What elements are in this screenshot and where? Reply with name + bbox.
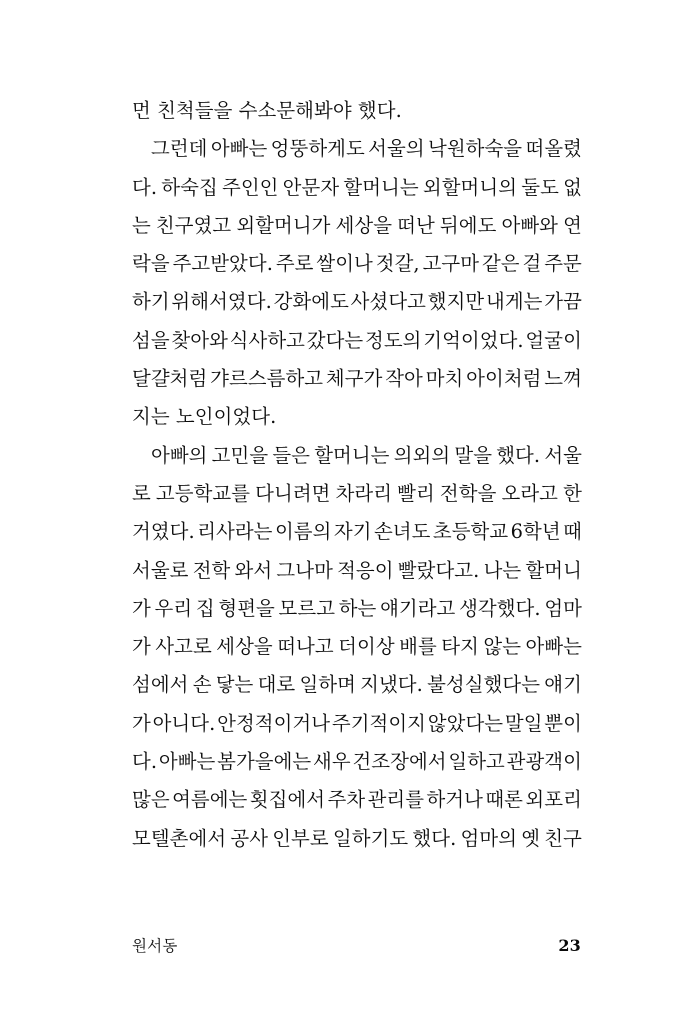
text-word: 작아: [385, 367, 423, 391]
text-word: 나는: [483, 558, 522, 582]
text-line: [132, 781, 582, 819]
text-word: 한: [563, 481, 582, 505]
text-word: 다니려면: [255, 481, 331, 505]
text-word: 는: [132, 213, 151, 237]
text-word: 외할머니의: [422, 175, 518, 199]
text-word: 하는: [338, 596, 377, 620]
text-word: 아빠와: [501, 213, 558, 237]
text-word: 건조장에서: [352, 750, 447, 774]
text-word: 거였다.: [132, 520, 195, 544]
text-word: 얘기라고: [380, 596, 456, 620]
text-word: 마치: [425, 367, 464, 391]
text-word: 외할머니가: [236, 213, 331, 237]
text-word: 락을: [132, 252, 170, 276]
text-line: 지는 노인이었다.: [132, 405, 277, 429]
text-word: 얼굴이: [525, 328, 582, 352]
text-word: 이름의: [274, 520, 332, 544]
text-word: 기억이었다.: [423, 328, 524, 352]
text-word: 둘도: [521, 175, 559, 199]
body-text-block: [132, 92, 582, 858]
text-word: 우리: [154, 596, 193, 620]
text-word: 지냈다.: [360, 673, 423, 697]
text-word: 하숙집: [161, 175, 218, 199]
text-line: [132, 666, 582, 704]
text-word: 의외의: [393, 443, 451, 467]
text-word: 않는: [483, 635, 522, 659]
text-word: 일하며: [299, 673, 356, 697]
text-word: 할머니는: [343, 175, 419, 199]
text-word: 말을: [454, 443, 493, 467]
text-line: [132, 820, 582, 858]
text-word: 아빠는: [525, 635, 582, 659]
text-word: 서울의: [368, 137, 425, 161]
text-line: [132, 130, 582, 168]
text-line: [132, 475, 582, 513]
text-line: [132, 169, 582, 207]
text-word: 연: [563, 213, 582, 237]
text-word: 서울: [544, 443, 582, 467]
text-word: 오라고: [501, 481, 558, 505]
text-word: 때론: [485, 788, 524, 812]
text-word: 고민을: [211, 443, 269, 467]
text-word: 않았다는: [427, 711, 504, 735]
text-word: 주문: [544, 252, 582, 276]
text-line: [132, 322, 582, 360]
text-word: 관광객이: [506, 750, 582, 774]
text-word: 그런데: [151, 137, 208, 161]
text-word: 일하기도: [332, 826, 409, 850]
text-word: 때: [563, 520, 582, 544]
text-word: 갔다는: [306, 328, 364, 352]
text-word: 젓갈,: [375, 252, 420, 276]
text-word: 모텔촌에서: [132, 826, 227, 850]
text-word: 찾아와: [171, 328, 228, 352]
text-word: 같은: [481, 252, 520, 276]
text-word: 세상을: [335, 213, 393, 237]
text-word: 아니다.: [152, 711, 216, 735]
text-word: 할머니: [525, 558, 582, 582]
text-word: 불성실했다는: [427, 673, 541, 697]
text-word: 고구마: [422, 252, 480, 276]
text-word: 할머니는: [314, 443, 390, 467]
page-footer: [132, 933, 581, 959]
text-word: 가: [132, 635, 151, 659]
text-word: 했다.: [412, 826, 457, 850]
text-word: 새우: [313, 750, 351, 774]
text-word: 체구가: [325, 367, 383, 391]
text-word: 주인인: [221, 175, 279, 199]
text-line: [132, 207, 582, 245]
text-word: 섬을: [132, 328, 170, 352]
text-word: 집: [195, 596, 215, 620]
text-word: 식사하고: [229, 328, 305, 352]
text-word: 정도의: [365, 328, 422, 352]
text-word: 아빠는: [210, 137, 268, 161]
text-word: 모르고: [278, 596, 336, 620]
text-line: [132, 245, 582, 283]
text-line: 먼 친척들을 수소문해봐야 했다.: [132, 99, 402, 122]
text-word: 서울로: [132, 558, 189, 582]
text-word: 적응이: [337, 558, 394, 582]
text-word: 초등학교: [432, 520, 509, 544]
text-word: 했지만: [427, 290, 485, 314]
text-word: 6학년: [510, 520, 561, 544]
text-word: 외포리: [525, 788, 582, 812]
text-word: 타지: [441, 635, 479, 659]
text-word: 대로: [257, 673, 296, 697]
text-word: 말일: [504, 711, 543, 735]
text-word: 가: [132, 711, 151, 735]
text-word: 손: [192, 673, 212, 697]
text-word: 뿐이: [544, 711, 582, 735]
text-word: 차라리: [335, 481, 393, 505]
text-word: 섬에서: [132, 673, 189, 697]
text-word: 했다.: [496, 443, 541, 467]
text-line: [132, 590, 582, 628]
text-word: 가끔: [544, 290, 582, 314]
text-word: 그나마: [276, 558, 333, 582]
text-word: 주기적이지: [331, 711, 427, 735]
text-word: 엉뚱하게도: [270, 137, 365, 161]
text-word: 떠난: [397, 213, 435, 237]
text-word: 손녀도: [373, 520, 431, 544]
text-word: 달걀처럼: [132, 367, 208, 391]
text-word: 고등학교를: [155, 481, 251, 505]
text-word: 안문자: [282, 175, 340, 199]
text-line: [132, 705, 582, 743]
text-word: 생각했다.: [459, 596, 541, 620]
text-word: 로: [132, 481, 151, 505]
text-word: 주로: [275, 252, 314, 276]
text-word: 내게는: [486, 290, 543, 314]
text-word: 아빠의: [151, 443, 208, 467]
text-word: 친구였고: [155, 213, 232, 237]
text-word: 없: [563, 175, 582, 199]
text-word: 얘기: [544, 673, 582, 697]
text-word: 더이상: [338, 635, 395, 659]
text-word: 형편을: [218, 596, 275, 620]
text-line: [132, 437, 582, 475]
text-word: 엄마의: [460, 826, 518, 850]
text-word: 강화에도: [273, 290, 349, 314]
text-word: 낙원하숙을: [427, 137, 523, 161]
text-word: 봄가을에는: [217, 750, 312, 774]
text-word: 하거나: [426, 788, 483, 812]
text-word: 와서: [234, 558, 273, 582]
text-word: 쌀이나: [316, 252, 373, 276]
text-word: 세상을: [216, 635, 273, 659]
text-word: 전학을: [439, 481, 497, 505]
text-word: 많은: [132, 788, 170, 812]
text-word: 관리를: [367, 788, 425, 812]
text-word: 떠올렸: [525, 137, 582, 161]
text-word: 위해서였다.: [171, 290, 272, 314]
text-line: [132, 283, 582, 321]
text-word: 인부로: [272, 826, 329, 850]
text-word: 사고로: [155, 635, 212, 659]
page-number: 23: [558, 936, 581, 955]
text-line: [132, 628, 582, 666]
text-word: 빨리: [397, 481, 435, 505]
text-word: 엄마: [544, 596, 582, 620]
text-word: 사셨다고: [350, 290, 426, 314]
text-word: 여름에는: [172, 788, 248, 812]
text-line: [132, 743, 582, 781]
text-line: [132, 360, 582, 398]
running-title: 원서동: [132, 937, 178, 955]
text-word: 느껴: [544, 367, 582, 391]
text-word: 옛: [521, 826, 541, 850]
text-word: 갸르스름하고: [210, 367, 324, 391]
text-word: 아이처럼: [466, 367, 542, 391]
text-word: 걸: [522, 252, 542, 276]
text-line: [132, 552, 582, 590]
text-word: 주차: [327, 788, 366, 812]
text-word: 가: [132, 596, 151, 620]
text-word: 다.: [132, 750, 158, 774]
text-word: 일하고: [448, 750, 505, 774]
text-word: 리사라는: [197, 520, 273, 544]
text-word: 하기: [132, 290, 170, 314]
text-word: 빨랐다고.: [397, 558, 480, 582]
text-word: 닿는: [215, 673, 254, 697]
text-word: 다.: [132, 175, 158, 199]
text-word: 공사: [230, 826, 269, 850]
text-word: 주고받았다.: [172, 252, 273, 276]
text-word: 안정적이거나: [217, 711, 331, 735]
text-line: [132, 513, 582, 551]
text-word: 아빠는: [158, 750, 216, 774]
text-word: 뒤에도: [439, 213, 497, 237]
text-word: 전학: [192, 558, 231, 582]
text-word: 떠나고: [277, 635, 334, 659]
text-word: 자기: [333, 520, 372, 544]
text-word: 친구: [544, 826, 582, 850]
text-word: 배를: [399, 635, 437, 659]
text-word: 들은: [272, 443, 311, 467]
text-word: 횟집에서: [249, 788, 326, 812]
